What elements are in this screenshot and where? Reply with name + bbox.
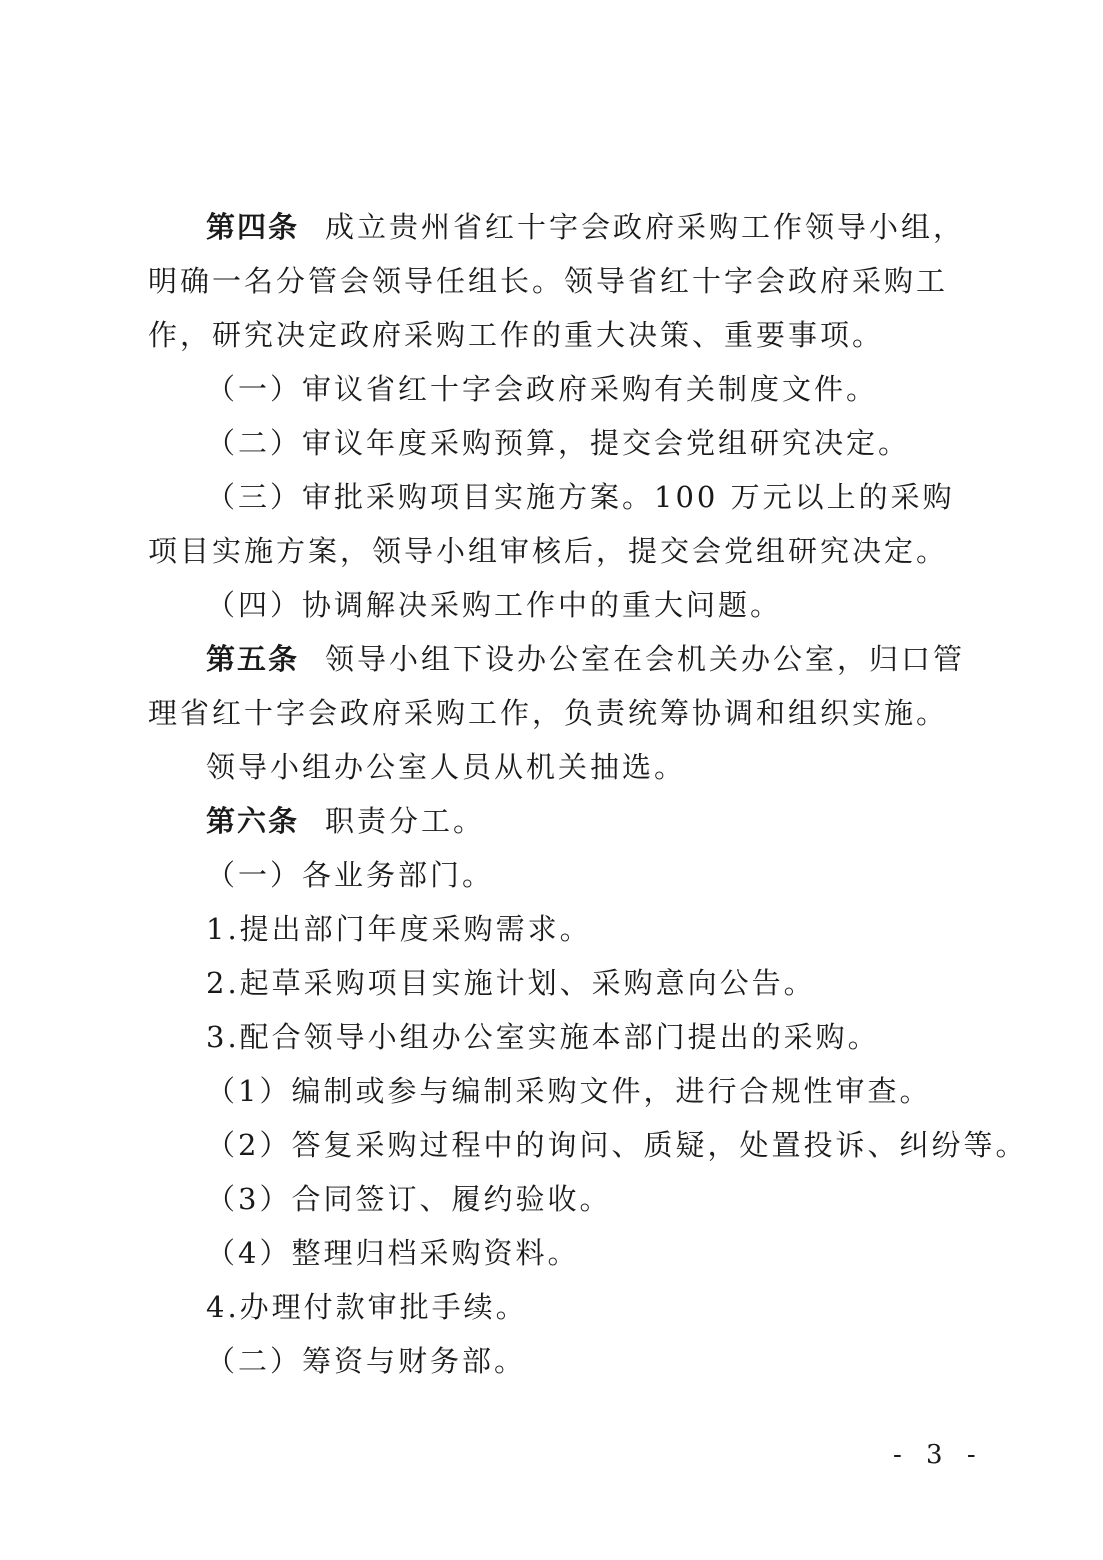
article-4-item-4: （四）协调解决采购工作中的重大问题。 [206, 588, 783, 622]
article-6-line-10: （二）筹资与财务部。 [206, 1344, 527, 1378]
article-5-note: 领导小组办公室人员从机关抽选。 [206, 750, 687, 784]
article-4-item-3: （三）审批采购项目实施方案。100 万元以上的采购项目实施方案，领导小组审核后，提交会党组研究决定。 [148, 480, 955, 568]
article-6-line-8: （4）整理归档采购资料。 [206, 1236, 580, 1270]
article-5-paragraph [148, 632, 968, 740]
article-4-item-1: （一）审议省红十字会政府采购有关制度文件。 [206, 372, 879, 406]
article-4-text: 成立贵州省红十字会政府采购工作领导小组，明确一名分管会领导任组长。领导省红十字会政府采购工作，研究决定政府采购工作的重大决策、重要事项。 [148, 210, 966, 352]
article-6-line-9: 4.办理付款审批手续。 [206, 1290, 528, 1324]
document-body [148, 200, 1028, 1388]
article-6-line-4: 3.配合领导小组办公室实施本部门提出的采购。 [206, 1020, 880, 1054]
article-5-heading: 第五条 [206, 642, 300, 676]
page-number: - 3 - [893, 1440, 984, 1470]
article-6-line-2: 1.提出部门年度采购需求。 [206, 912, 592, 946]
article-6-line-1: （一）各业务部门。 [206, 858, 495, 892]
article-6-line-6: （2）答复采购过程中的询问、质疑，处置投诉、纠纷等。 [206, 1128, 1028, 1162]
article-6-text: 职责分工。 [325, 804, 486, 838]
article-4-item-2: （二）审议年度采购预算，提交会党组研究决定。 [206, 426, 911, 460]
article-4-heading: 第四条 [206, 210, 300, 244]
article-6-line-5: （1）编制或参与编制采购文件，进行合规性审查。 [206, 1074, 932, 1108]
article-6-paragraph [148, 794, 968, 848]
article-5-text: 领导小组下设办公室在会机关办公室，归口管理省红十字会政府采购工作，负责统筹协调和组织实施。 [148, 642, 966, 730]
article-6-heading: 第六条 [206, 804, 300, 838]
article-6-line-7: （3）合同签订、履约验收。 [206, 1182, 612, 1216]
article-4-paragraph [148, 200, 968, 362]
article-6-line-3: 2.起草采购项目实施计划、采购意向公告。 [206, 966, 816, 1000]
